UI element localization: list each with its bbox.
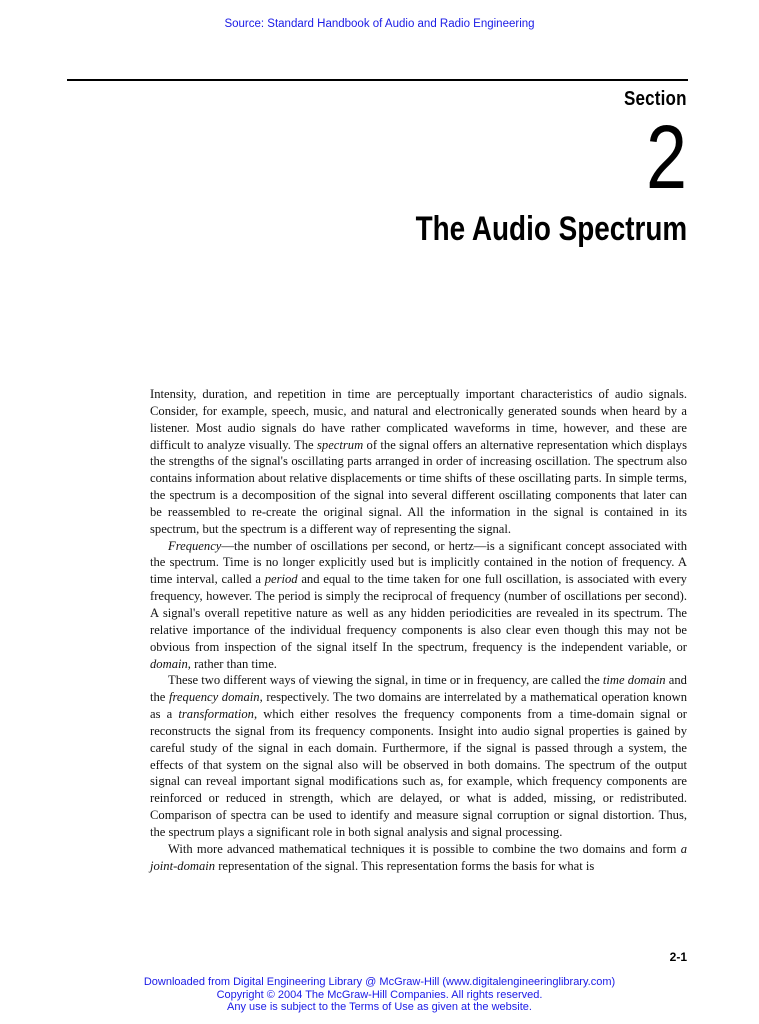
term-time-domain: time domain xyxy=(602,673,666,688)
term-domain: domain, xyxy=(150,656,191,671)
paragraph-1-text-b: of the signal offers an alternative representation which displays the strengths of the signal's oscillating parts arranged in order of increasing oscillation. The spectrum also contains information about relative displacements or time shifts of these oscillating parts. In simple terms, the spectrum is a decomposition of the signal into several different oscillating components that later can be reassembled to re-create the original signal. All the information in the signal is contained in its spectrum, but the spectrum is a different way of representing the signal. xyxy=(150,437,688,536)
term-frequency: Frequency xyxy=(168,538,222,553)
page-number: 2-1 xyxy=(669,950,687,964)
paragraph-3-text-b: and the xyxy=(150,673,687,705)
header-rule xyxy=(67,79,688,81)
paragraph-3-text-d: , which either resolves the frequency components from a time-domain signal or reconstructs the signal from its frequency components. Insight into audio signal properties is gained by careful study of the signal in each domain. Furthermore, if the signal is passed through a system, the effects of that system on the signal also will be observed in both domains. The spectrum of the output signal can reveal important signal modifications such as, for example, which frequency components are reinforced or reduced in strength, which are delayed, or what is added, missing, or redistributed. Comparison of spectra can be used to identify and measure signal corruption or signal distortion. Thus, the spectrum plays a significant role in both signal analysis and signal processing. xyxy=(150,707,687,839)
footer-terms-line[interactable]: Any use is subject to the Terms of Use as given at the website. xyxy=(227,1001,532,1013)
paragraph-3 xyxy=(150,672,687,840)
source-header: Source: Standard Handbook of Audio and Radio Engineering xyxy=(224,18,535,30)
paragraph-4 xyxy=(150,841,687,875)
section-title: The Audio Spectrum xyxy=(415,210,687,248)
term-joint-domain: a joint-domain xyxy=(150,841,687,873)
paragraph-4-text-a: With more advanced mathematical techniques it is possible to combine the two domains and form xyxy=(168,841,681,856)
paragraph-3-text-a: These two different ways of viewing the signal, in time or in frequency, are called the xyxy=(168,673,603,688)
term-period: period xyxy=(264,572,298,587)
paragraph-2 xyxy=(150,538,687,673)
paragraph-3-text-c: respectively. The two domains are interrelated by a mathematical operation known as a xyxy=(150,690,687,722)
footer-download-line[interactable]: Downloaded from Digital Engineering Library @ McGraw-Hill (www.digitalengineeringlibrary.com) xyxy=(143,976,616,988)
section-number: 2 xyxy=(645,108,687,208)
paragraph-2-text-a: —the number of oscillations per second, or hertz—is a significant concept associated with the spectrum. Time is no longer explicitly used but is implicitly contained in the notion of frequency. A time interval, called a xyxy=(150,538,687,587)
term-spectrum: spectrum xyxy=(317,437,364,452)
footer-copyright-line: Copyright © 2004 The McGraw-Hill Companies. All rights reserved. xyxy=(216,988,543,1001)
body-text xyxy=(150,386,687,874)
footer xyxy=(0,976,759,1014)
paragraph-2-text-b: and equal to the time taken for one full oscillation, is associated with every frequency, however. The period is simply the reciprocal of frequency (number of oscillations per second). A signal's overall repetitive nature as well as any hidden periodicities are revealed in its spectrum. The relative importance of the individual frequency components is also clear even though this may not be obvious from inspection of the signal itself In the spectrum, frequency is the independent variable, or xyxy=(150,572,687,654)
paragraph-1-text-a: Intensity, duration, and repetition in time are perceptually important characteristics of audio signals. Consider, for example, speech, music, and natural and electronically generated sounds when heard by a listener. Most audio signals do have rather complicated waveforms in time, however, and these are difficult to analyze visually. The xyxy=(150,387,687,452)
section-label: Section xyxy=(624,88,687,110)
paragraph-2-text-c: rather than time. xyxy=(190,656,277,671)
term-transformation: transformation xyxy=(178,707,254,722)
term-frequency-domain: frequency domain, xyxy=(169,690,263,705)
paragraph-4-text-b: representation of the signal. This representation forms the basis for what is xyxy=(215,858,595,873)
paragraph-1 xyxy=(150,386,687,538)
